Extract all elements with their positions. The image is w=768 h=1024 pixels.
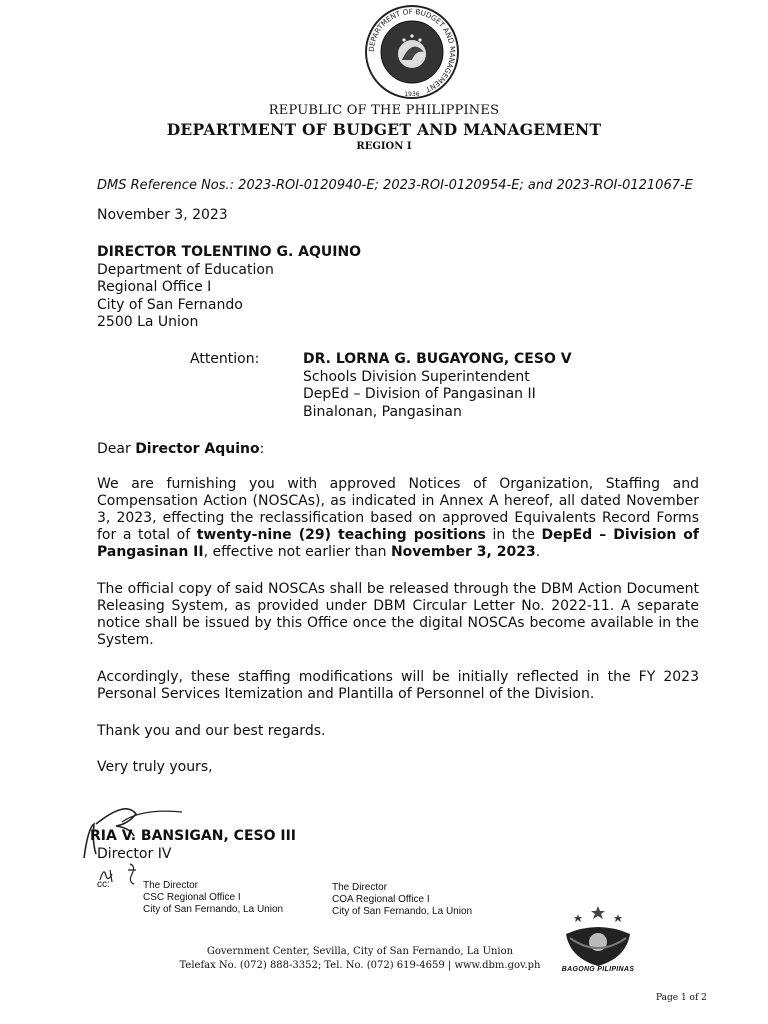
attention-label: Attention:: [190, 351, 260, 367]
footer-address: Government Center, Sevilla, City of San Fernando, La Union: [206, 946, 514, 957]
body-paragraph-1: We are furnishing you with approved Notices of Organization, Staffing and Compensation Action (NOSCAs), as indicated in Annex A hereof, all dated November 3, 2023, effecting the reclassification based on approved Equivalents Record Forms for a total of twenty-nine (29) teaching positions in the DepEd – Division of Pangasinan II, effective not earlier than November 3, 2023.: [97, 476, 700, 560]
signatory-name: RIA V. BANSIGAN, CESO III: [90, 828, 296, 844]
attention-line: Binalonan, Pangasinan: [303, 403, 462, 420]
recipient-line: City of San Fernando: [97, 296, 243, 313]
dms-reference: DMS Reference Nos.: 2023-ROI-0120940-E; 2023-ROI-0120954-E; and 2023-ROI-0121067-E: [97, 178, 693, 193]
body-paragraph-3: Accordingly, these staffing modifications will be initially reflected in the FY 2023 Personal Services Itemization and Plantilla of Personnel of the Division.: [97, 669, 699, 702]
svg-text:DEPARTMENT OF BUDGET AND MANAG: DEPARTMENT OF BUDGET AND MANAGEMENT: [366, 6, 458, 95]
cc-label: cc:: [97, 879, 110, 890]
attention-block: [303, 351, 572, 421]
letter-date: November 3, 2023: [97, 207, 228, 223]
bagong-pilipinas-logo: [556, 904, 640, 968]
bagong-pilipinas-text: BAGONG PILIPINAS: [561, 966, 635, 973]
recipient-line: 2500 La Union: [97, 314, 199, 330]
dbm-seal-logo: [364, 4, 460, 100]
region-heading: REGION I: [356, 141, 412, 152]
recipient-name: DIRECTOR TOLENTINO G. AQUINO: [97, 244, 362, 260]
republic-heading: REPUBLIC OF THE PHILIPPINES: [268, 103, 500, 118]
recipient-address: [97, 244, 361, 332]
cc-recipient: The Director CSC Regional Office I City of San Fernando, La Union: [143, 880, 284, 915]
svg-text:1936: 1936: [404, 91, 420, 98]
salutation: Dear Director Aquino:: [97, 441, 265, 457]
closing-line: Very truly yours,: [97, 759, 213, 775]
attention-line: DepEd – Division of Pangasinan II: [303, 386, 536, 402]
signatory-title: Director IV: [97, 846, 172, 862]
attention-name: DR. LORNA G. BUGAYONG, CESO V: [303, 351, 572, 367]
recipient-line: Regional Office I: [97, 279, 212, 295]
page-number: Page 1 of 2: [656, 993, 707, 1003]
recipient-line: Department of Education: [97, 261, 274, 278]
body-paragraph-2: The official copy of said NOSCAs shall be released through the DBM Action Document Releasing System, as provided under DBM Circular Letter No. 2022-11. A separate notice shall be issued by this Office once the digital NOSCAs become available in the System.: [97, 581, 699, 648]
department-heading: DEPARTMENT OF BUDGET AND MANAGEMENT: [166, 120, 602, 139]
footer-contact: Telefax No. (072) 888-3352; Tel. No. (072) 619-4659 | www.dbm.gov.ph: [179, 960, 541, 971]
thanks-line: Thank you and our best regards.: [97, 723, 326, 739]
attention-line: Schools Division Superintendent: [303, 368, 530, 385]
cc-recipient: The Director COA Regional Office I City of San Fernando, La Union: [332, 882, 473, 917]
